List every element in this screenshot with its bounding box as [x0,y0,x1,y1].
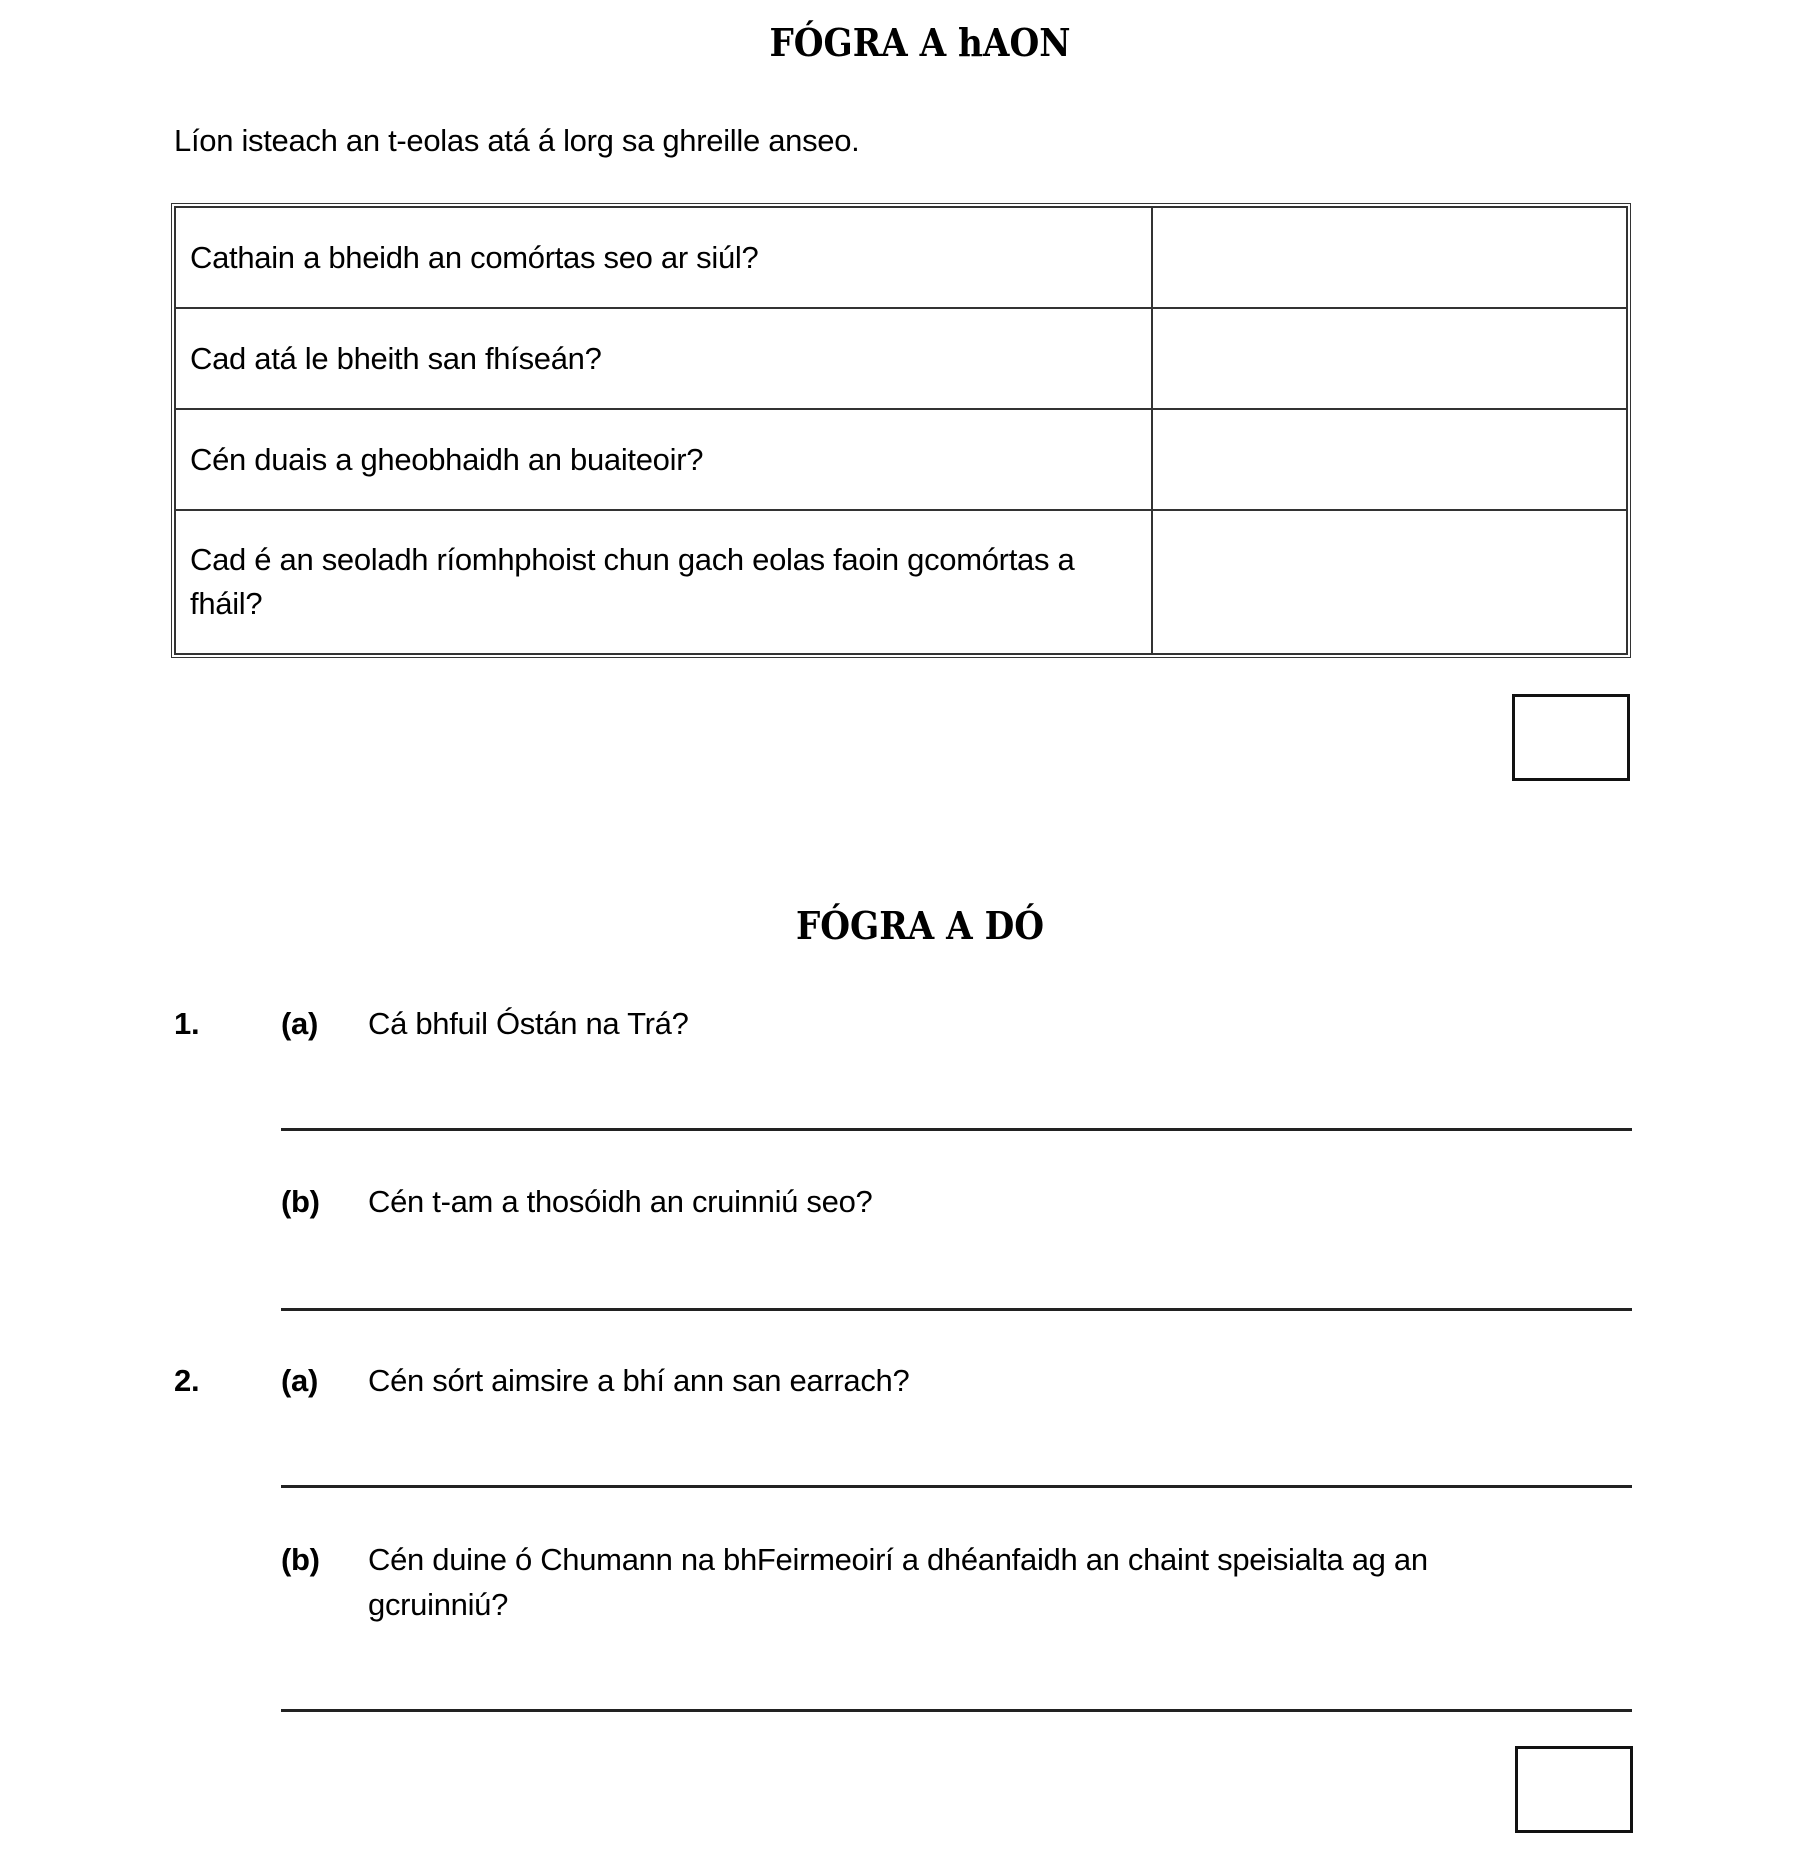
question-number: 1. [174,1006,200,1041]
table-row [175,409,1627,510]
score-box-section-1[interactable] [1512,694,1630,781]
table-row [175,308,1627,409]
grid-answer-cell[interactable] [1152,409,1627,510]
question-number: 2. [174,1363,200,1398]
part-label: (b) [281,1184,320,1219]
grid-question: Cén duais a gheobhaidh an buaiteoir? [175,409,1152,510]
instruction-text: Líon isteach an t-eolas atá á lorg sa ghreille anseo. [174,123,860,158]
question-text-continued: gcruinniú? [368,1587,509,1622]
grid-question: Cad é an seoladh ríomhphoist chun gach eolas faoin gcomórtas a fháil? [175,510,1152,654]
question-text: Cén duine ó Chumann na bhFeirmeoirí a dhéanfaidh an chaint speisialta ag an [368,1542,1428,1577]
grid-answer-cell[interactable] [1152,510,1627,654]
table-row [175,207,1627,308]
table-row [175,510,1627,654]
part-label: (a) [281,1006,318,1041]
grid-question: Cathain a bheidh an comórtas seo ar siúl? [175,207,1152,308]
question-text: Cá bhfuil Óstán na Trá? [368,1006,689,1041]
question-text: Cén sórt aimsire a bhí ann san earrach? [368,1363,910,1398]
score-box-section-2[interactable] [1515,1746,1633,1833]
answer-line-2b[interactable] [281,1709,1632,1712]
section-title-fogra-a-haon: FÓGRA A hAON [769,20,1071,65]
question-text: Cén t-am a thosóidh an cruinniú seo? [368,1184,873,1219]
grid-answer-cell[interactable] [1152,308,1627,409]
answer-line-2a[interactable] [281,1485,1632,1488]
part-label: (a) [281,1363,318,1398]
info-grid [171,203,1631,658]
part-label: (b) [281,1542,320,1577]
grid-answer-cell[interactable] [1152,207,1627,308]
grid-question: Cad atá le bheith san fhíseán? [175,308,1152,409]
answer-line-1b[interactable] [281,1308,1632,1311]
section-title-fogra-a-do: FÓGRA A DÓ [795,903,1045,948]
answer-line-1a[interactable] [281,1128,1632,1131]
